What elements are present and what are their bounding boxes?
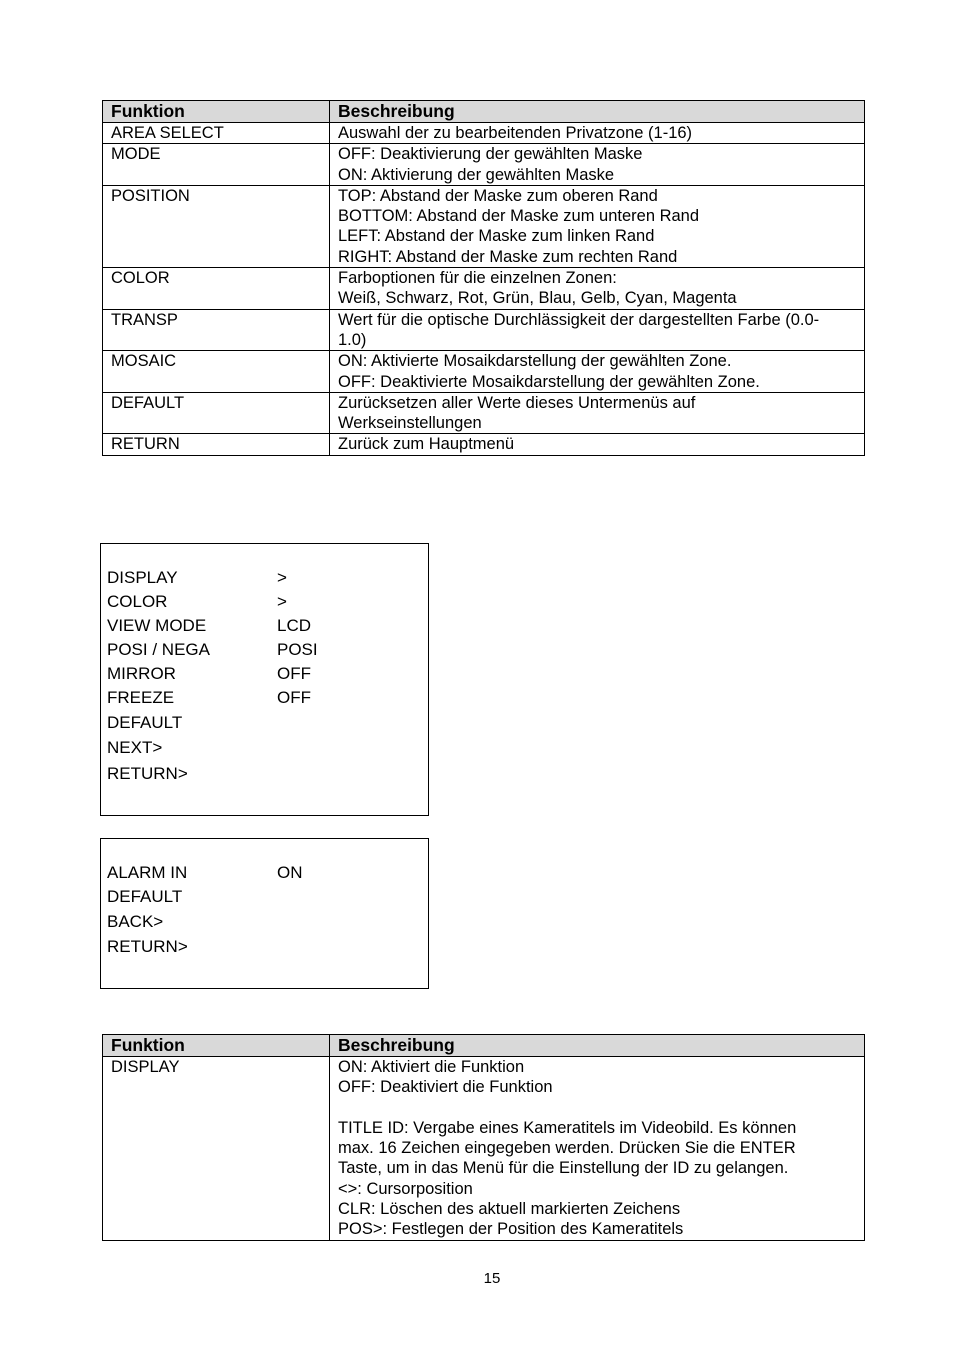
menu-item-value: > (277, 592, 287, 611)
table-row (103, 1057, 865, 1241)
description-line: ON: Aktiviert die Funktion (338, 1058, 525, 1076)
description-cell (330, 268, 865, 310)
menu-item-value: POSI (277, 640, 318, 659)
description-line: CLR: Löschen des aktuell markierten Zeichens (338, 1200, 681, 1219)
menu-item-label: BACK> (107, 912, 164, 931)
description-line: OFF: Deaktivierung der gewählten Maske (338, 145, 643, 164)
setup-menu-page-1 (100, 543, 429, 816)
table-row (103, 185, 865, 267)
description-line: Weiß, Schwarz, Rot, Grün, Blau, Gelb, Cyan, Magenta (338, 289, 737, 308)
menu-item-label: FREEZE (107, 688, 175, 707)
table-row (103, 351, 865, 393)
description-line: OFF: Deaktiviert die Funktion (338, 1078, 553, 1097)
table-row (103, 434, 865, 455)
menu-item-label: ALARM IN (107, 863, 188, 882)
header-beschreibung: Beschreibung (330, 101, 865, 123)
menu-item-label: MIRROR (107, 664, 176, 683)
menu-item-label: COLOR (107, 592, 168, 611)
table-row (103, 392, 865, 434)
function-cell: DEFAULT (103, 392, 330, 434)
description-line: LEFT: Abstand der Maske zum linken Rand (338, 227, 655, 246)
description-cell (330, 123, 865, 144)
menu-item-label: POSI / NEGA (107, 640, 210, 659)
description-line: Auswahl der zu bearbeitenden Privatzone (1-16) (338, 124, 693, 142)
function-cell: TRANSP (103, 309, 330, 351)
description-line: Zurücksetzen aller Werte dieses Untermenüs auf (338, 393, 696, 412)
menu-item-label: DEFAULT (107, 887, 183, 906)
table-row (103, 309, 865, 351)
function-cell: COLOR (103, 268, 330, 310)
function-cell: DISPLAY (103, 1057, 330, 1241)
description-line: <>: Cursorposition (338, 1179, 473, 1198)
menu-item-value: OFF (277, 688, 311, 707)
description-line: OFF: Deaktivierte Mosaikdarstellung der gewählten Zone. (338, 372, 760, 391)
menu-item-value: > (277, 568, 287, 587)
description-line: Zurück zum Hauptmenü (338, 435, 515, 454)
table-row (103, 268, 865, 310)
menu-item-label: NEXT> (107, 738, 163, 757)
display-function-table (102, 1034, 865, 1241)
menu-item-value: OFF (277, 664, 311, 683)
header-beschreibung: Beschreibung (330, 1035, 865, 1057)
setup-menu-page-2 (100, 838, 429, 989)
description-cell (330, 434, 865, 455)
header-funktion: Funktion (103, 1035, 330, 1057)
function-cell: MODE (103, 144, 330, 186)
description-line: ON: Aktivierung der gewählten Maske (338, 165, 615, 184)
function-cell: AREA SELECT (103, 123, 330, 144)
description-line: TITLE ID: Vergabe eines Kameratitels im Videobild. Es können (338, 1118, 797, 1137)
function-cell: RETURN (103, 434, 330, 455)
table-row (103, 144, 865, 186)
description-cell (330, 1057, 865, 1241)
description-line: Wert für die optische Durchlässigkeit der dargestellten Farbe (0.0- (338, 310, 820, 329)
description-line: TOP: Abstand der Maske zum oberen Rand (338, 186, 658, 205)
description-line (338, 1098, 860, 1118)
menu-item-label: VIEW MODE (107, 616, 207, 635)
description-cell (330, 351, 865, 393)
description-cell (330, 392, 865, 434)
table-body (103, 123, 865, 456)
page-number: 15 (483, 1270, 501, 1287)
description-line: 1.0) (338, 330, 367, 349)
function-cell: POSITION (103, 185, 330, 267)
table-header-row (103, 1035, 865, 1057)
description-cell (330, 185, 865, 267)
menu-item-label: DISPLAY (107, 568, 178, 587)
description-line: ON: Aktivierte Mosaikdarstellung der gewählten Zone. (338, 352, 732, 371)
description-line: Taste, um in das Menü für die Einstellung der ID zu gelangen. (338, 1159, 789, 1178)
privacy-zone-table (102, 100, 865, 456)
menu-item-value: ON (277, 863, 303, 882)
description-line: Werkseinstellungen (338, 414, 482, 433)
description-line: max. 16 Zeichen eingegeben werden. Drücken Sie die ENTER (338, 1139, 796, 1158)
menu-item-label: RETURN> (107, 764, 188, 783)
menu-item-label: RETURN> (107, 937, 188, 956)
description-line: RIGHT: Abstand der Maske zum rechten Rand (338, 247, 678, 266)
menu-item-value: LCD (277, 616, 312, 635)
table-row (103, 123, 865, 144)
header-funktion: Funktion (103, 101, 330, 123)
function-cell: MOSAIC (103, 351, 330, 393)
description-cell (330, 309, 865, 351)
table-body (103, 1057, 865, 1241)
description-cell (330, 144, 865, 186)
description-line: Farboptionen für die einzelnen Zonen: (338, 269, 617, 288)
description-line: BOTTOM: Abstand der Maske zum unteren Rand (338, 207, 700, 226)
table-header-row (103, 101, 865, 123)
description-line: POS>: Festlegen der Position des Kameratitels (338, 1220, 684, 1239)
menu-item-label: DEFAULT (107, 713, 183, 732)
